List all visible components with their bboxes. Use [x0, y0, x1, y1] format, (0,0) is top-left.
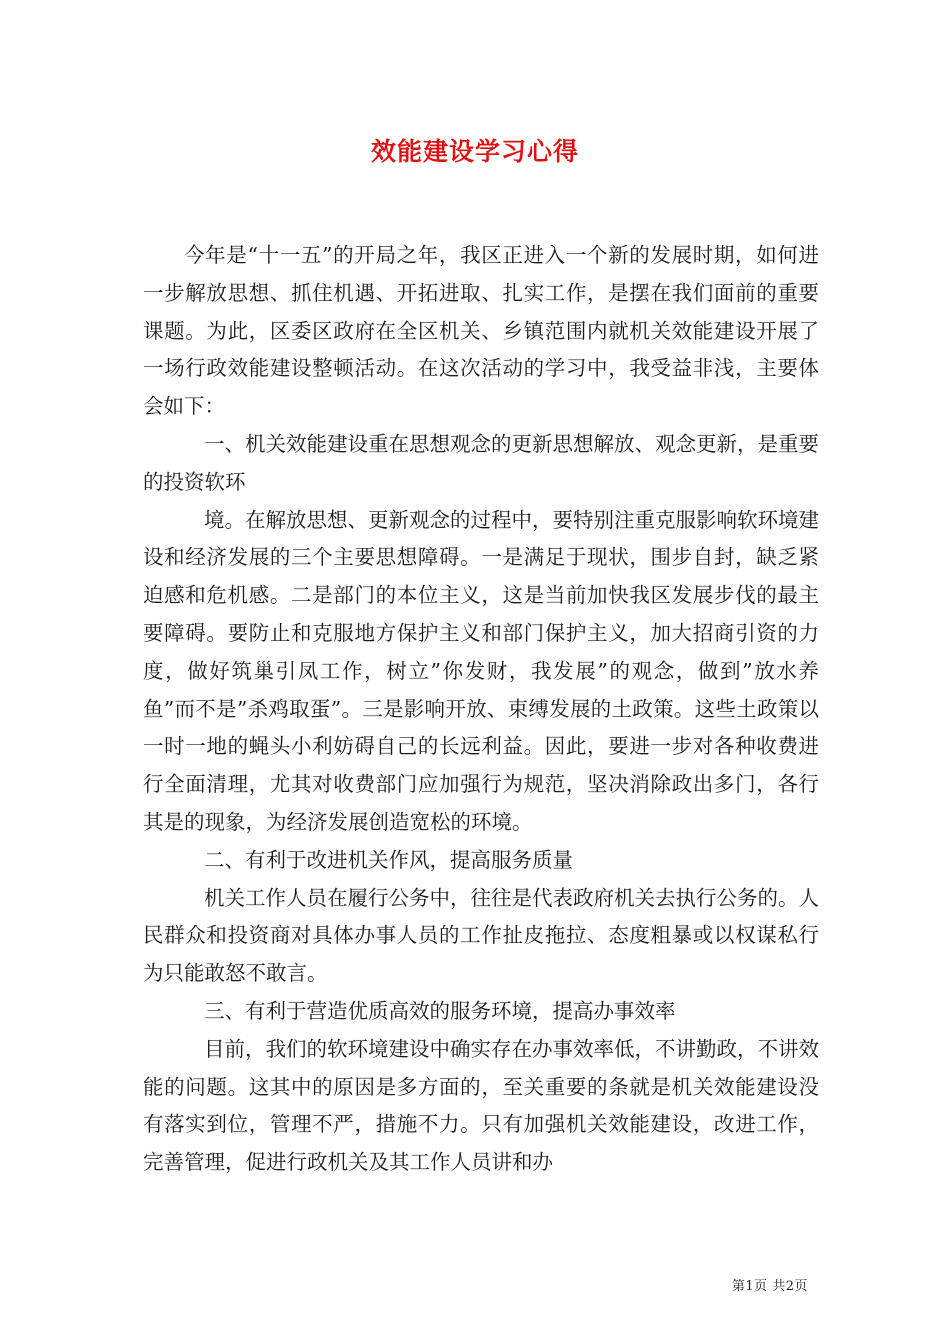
paragraph-intro: 今年是“十一五”的开局之年，我区正进入一个新的发展时期，如何进一步解放思想、抓住机遇、开拓进取、扎实工作，是摆在我们面前的重要课题。为此，区委区政府在全区机关、乡镇范围内就机关效能建设开展了一场行政效能建设整顿活动。在这次活动的学习中，我受益非浅，主要体会如下： [143, 243, 819, 419]
paragraph-section-2-heading: 二、有利于改进机关作风，提高服务质量 [204, 847, 573, 872]
document-body [143, 237, 819, 1182]
paragraph-section-2-body: 机关工作人员在履行公务中，往往是代表政府机关去执行公务的。人民群众和投资商对具体办事人员的工作扯皮拖拉、态度粗暴或以权谋私行为只能敢怒不敢言。 [143, 885, 819, 986]
paragraph-section-3-heading: 三、有利于营造优质高效的服务环境，提高办事效率 [204, 998, 676, 1023]
paragraph-section-1-body: 境。在解放思想、更新观念的过程中，要特别注重克服影响软环境建设和经济发展的三个主要思想障碍。一是满足于现状，围步自封，缺乏紧迫感和危机感。二是部门的本位主义，这是当前加快我区发展步伐的最主要障碍。要防止和克服地方保护主义和部门保护主义，加大招商引资的力度，做好筑巢引凤工作，树立”你发财，我发展”的观念，做到”放水养鱼”而不是”杀鸡取蛋”。三是影响开放、束缚发展的土政策。这些土政策以一时一地的蝇头小利妨碍自己的长远利益。因此，要进一步对各种收费进行全面清理，尤其对收费部门应加强行为规范，坚决消除政出多门，各行其是的现象，为经济发展创造宽松的环境。 [143, 507, 819, 834]
paragraph-section-3-body: 目前，我们的软环境建设中确实存在办事效率低，不讲勤政，不讲效能的问题。这其中的原因是多方面的，至关重要的条就是机关效能建设没有落实到位，管理不严，措施不力。只有加强机关效能建设，改进工作，完善管理，促进行政机关及其工作人员讲和办 [143, 1036, 819, 1175]
paragraph-section-1-heading: 一、机关效能建设重在思想观念的更新思想解放、观念更新，是重要的投资软环 [143, 431, 819, 494]
document-title: 效能建设学习心得 [370, 137, 579, 166]
page-number-footer: 第1页 共2页 [731, 1279, 808, 1294]
